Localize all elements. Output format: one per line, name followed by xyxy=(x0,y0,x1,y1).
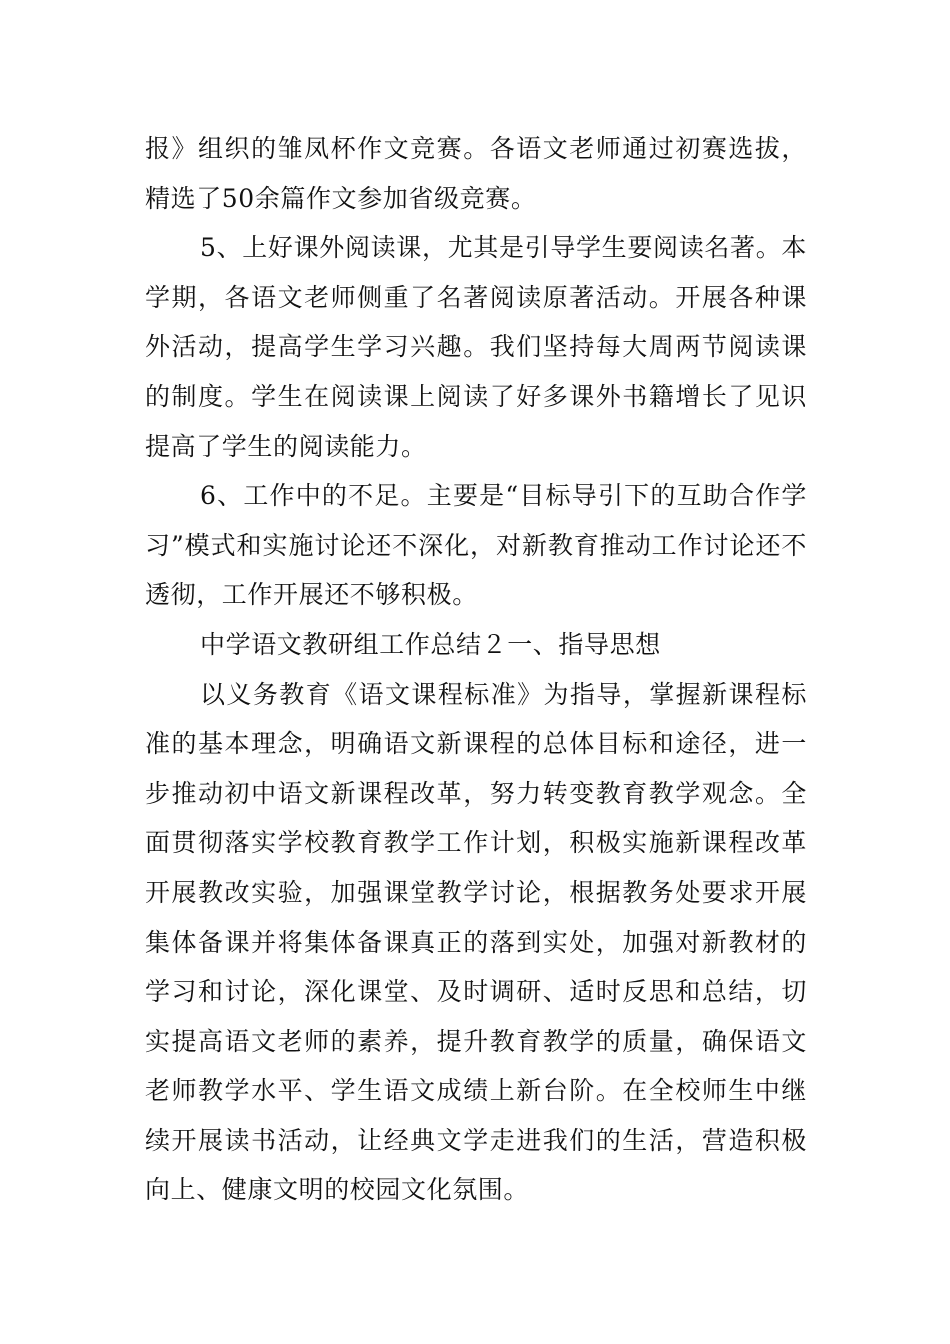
paragraph-item-6: 6、工作中的不足。主要是“目标导引下的互助合作学习”模式和实施讨论还不深化，对新教育推动工作讨论还不透彻，工作开展还不够积极。 xyxy=(145,481,807,610)
paragraph-continuation: 报》组织的雏凤杯作文竞赛。各语文老师通过初赛选拔，精选了50余篇作文参加省级竞赛。 xyxy=(145,134,807,213)
document-body xyxy=(145,124,807,1215)
section-heading: 中学语文教研组工作总结２一、指导思想 xyxy=(200,629,661,659)
paragraph-guiding-thought: 以义务教育《语文课程标准》为指导，掌握新课程标准的基本理念，明确语文新课程的总体目标和途径，进一步推动初中语文新课程改革，努力转变教育教学观念。全面贯彻落实学校教育教学工作计划，积极实施新课程改革开展教改实验，加强课堂教学讨论，根据教务处要求开展集体备课并将集体备课真正的落到实处，加强对新教材的学习和讨论，深化课堂、及时调研、适时反思和总结，切实提高语文老师的素养，提升教育教学的质量，确保语文老师教学水平、学生语文成绩上新台阶。在全校师生中继续开展读书活动，让经典文学走进我们的生活，营造积极向上、健康文明的校园文化氛围。 xyxy=(145,679,807,1205)
paragraph-item-5: 5、上好课外阅读课，尤其是引导学生要阅读名著。本学期，各语文老师侧重了名著阅读原著活动。开展各种课外活动，提高学生学习兴趣。我们坚持每大周两节阅读课的制度。学生在阅读课上阅读了好多课外书籍增长了见识提高了学生的阅读能力。 xyxy=(145,233,807,461)
